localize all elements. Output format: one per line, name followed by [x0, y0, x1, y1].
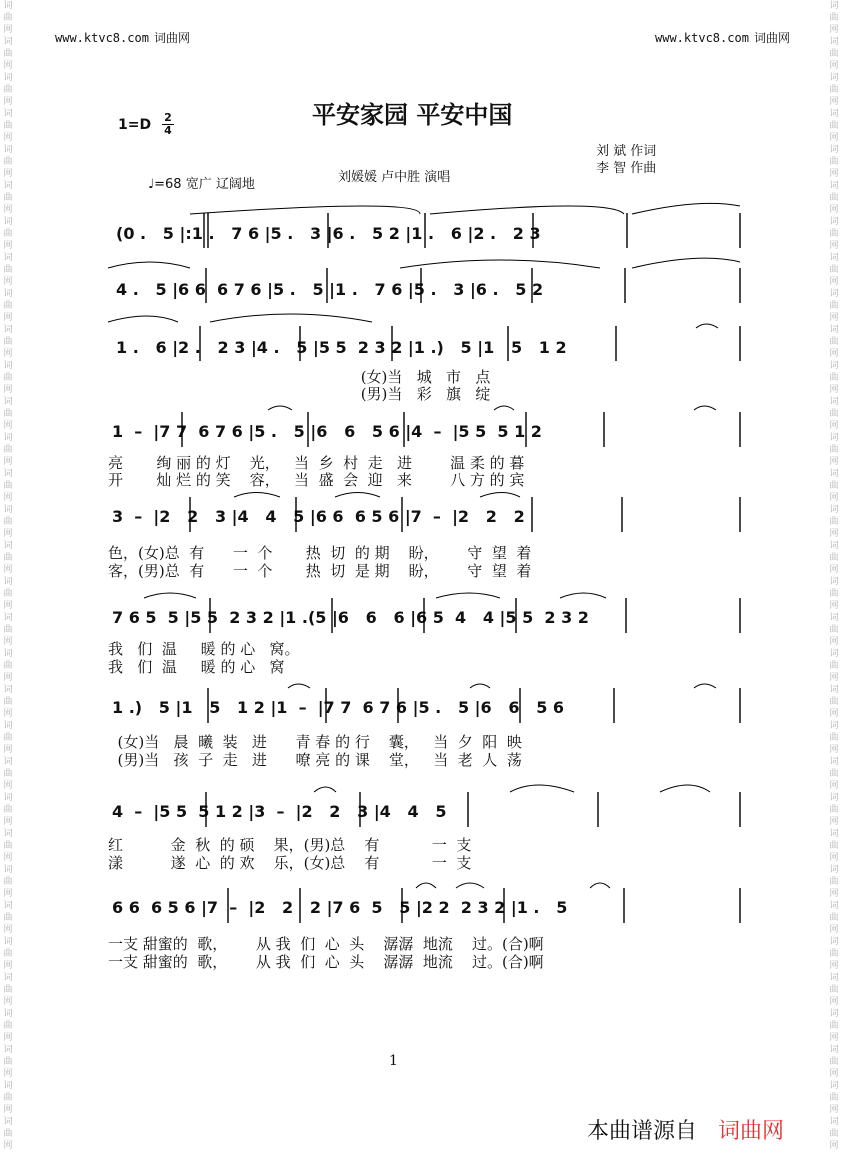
site-url-right[interactable]: www.ktvc8.com: [655, 31, 749, 45]
slur: [696, 324, 718, 328]
row-notes: 1 – |7 7 6 7 6 |5 . 5 |6 6 5 6 |4 – |5 5 5 1 2: [112, 422, 542, 441]
lyric-line-2: 一支 甜蜜的 歌， 从 我 们 心 头 潺潺 地流 过。(合)啊: [108, 953, 544, 971]
slur: [314, 787, 336, 792]
slur: [210, 314, 372, 322]
slur: [694, 406, 716, 410]
page-number: 1: [389, 1053, 398, 1069]
footer-source: [587, 1114, 784, 1145]
slur: [190, 206, 420, 214]
site-name-right: 词曲网: [754, 31, 791, 45]
slur: [632, 203, 740, 214]
site-url-left[interactable]: www.ktvc8.com: [55, 31, 149, 45]
slur: [108, 316, 178, 322]
row-notes: 4 – |5 5 5 1 2 |3 – |2 2 3 |4 4 5: [112, 802, 447, 821]
lyric-line-1: 亮 绚 丽 的 灯 光， 当 乡 村 走 进 温 柔 的 暮: [108, 454, 525, 472]
footer-source-text: 本曲谱源自: [587, 1119, 698, 1144]
row-notes: 3 – |2 2 3 |4 4 5 |6 6 6 5 6 |7 – |2 2 2: [112, 507, 525, 526]
lyric-line-1: 我 们 温 暖 的 心 窝。: [108, 640, 300, 658]
row-notes: 4 . 5 |6 6 6 7 6 |5 . 5 |1 . 7 6 |5 . 3 |6 . 5 2: [116, 280, 544, 299]
lyric-line-1: (女)当 晨 曦 装 进 青 春 的 行 囊， 当 夕 阳 映: [108, 733, 522, 751]
lyric-line-1: 红 金 秋 的 硕 果，(男)总 有 一 支: [108, 836, 472, 854]
slur: [470, 684, 490, 688]
slur: [144, 593, 196, 598]
key-signature: 1=D: [118, 117, 152, 133]
side-watermark-right: 词曲网词曲网词曲网词曲网词曲网词曲网词曲网词曲网词曲网词曲网词曲网词曲网词曲网词曲网词曲网词曲网词曲网词曲网词曲网词曲网词曲网词曲网词曲网词曲网词曲网词曲网词曲网词曲网词曲网词曲网词曲网词曲网: [829, 1, 839, 1151]
slur: [590, 883, 610, 888]
slur: [335, 493, 380, 498]
slur: [560, 593, 606, 598]
lyric-line-2: 漾 遂 心 的 欢 乐，(女)总 有 一 支: [108, 854, 472, 872]
row-notes: 1 .) 5 |1 5 1 2 |1 – |7 7 6 7 6 |5 . 5 |6 6 5 6: [112, 698, 565, 717]
time-signature-top: 2: [164, 111, 172, 124]
performers: 刘媛媛 卢中胜 演唱: [338, 170, 451, 185]
slur: [660, 785, 710, 792]
lyric-line-1: 一支 甜蜜的 歌， 从 我 们 心 头 潺潺 地流 过。(合)啊: [108, 935, 544, 953]
lyric-line-male: (男)当 彩 旗 绽: [108, 385, 491, 403]
footer-source-site[interactable]: 词曲网: [718, 1119, 785, 1144]
tempo-marking: ♩=68 宽广 辽阔地: [148, 177, 255, 192]
slur: [400, 260, 600, 268]
row-notes: 1 . 6 |2 . 2 3 |4 . 5 |5 5 2 3 2 |1 .) 5 |1 5 1 2: [116, 338, 567, 357]
slur: [288, 684, 310, 688]
slur: [510, 785, 574, 792]
slur: [436, 593, 500, 598]
slur: [632, 258, 740, 268]
row-notes: 6 6 6 5 6 |7 – |2 2 2 |7 6 5 5 |2 2 2 3 2 |1 . 5: [112, 898, 568, 917]
lyric-line-female: (女)当 城 市 点: [108, 368, 491, 386]
lyric-line-2: 客，(男)总 有 一 个 热 切 是 期 盼， 守 望 着: [108, 562, 532, 580]
slur: [234, 493, 280, 498]
row-notes: 7 6 5 5 |5 5 2 3 2 |1 .(5 |6 6 6 |6 5 4 4 |5 5 2 3 2: [112, 608, 589, 627]
slur: [416, 883, 436, 888]
composer: 李 智 作曲: [596, 161, 657, 176]
slur: [268, 406, 292, 410]
lyric-line-2: 我 们 温 暖 的 心 窝: [108, 658, 285, 676]
bar-lines: [182, 213, 740, 923]
slur: [494, 406, 514, 410]
slur: [108, 262, 190, 268]
slur: [430, 206, 624, 214]
time-signature-bottom: 4: [164, 124, 172, 137]
lyric-line-2: (男)当 孩 子 走 进 嘹 亮 的 课 堂， 当 老 人 荡: [108, 751, 522, 769]
side-watermark-left: 词曲网词曲网词曲网词曲网词曲网词曲网词曲网词曲网词曲网词曲网词曲网词曲网词曲网词曲网词曲网词曲网词曲网词曲网词曲网词曲网词曲网词曲网词曲网词曲网词曲网词曲网词曲网词曲网词曲网词曲网词曲网词曲网: [3, 1, 13, 1151]
slur: [456, 883, 484, 888]
lyric-line-2: 开 灿 烂 的 笑 容， 当 盛 会 迎 来 八 方 的 宾: [108, 471, 525, 489]
site-name-left: 词曲网: [154, 31, 191, 45]
lyric-line-1: 色，(女)总 有 一 个 热 切 的 期 盼， 守 望 着: [108, 544, 532, 562]
song-title: 平安家园 平安中国: [312, 101, 513, 129]
lyricist: 刘 斌 作词: [596, 144, 657, 159]
slur: [694, 684, 716, 688]
row-notes: (0 . 5 |:1 . 7 6 |5 . 3 |6 . 5 2 |1 . 6 |2 . 2 3: [116, 224, 541, 243]
slur: [480, 493, 520, 498]
slurs: [108, 203, 740, 888]
